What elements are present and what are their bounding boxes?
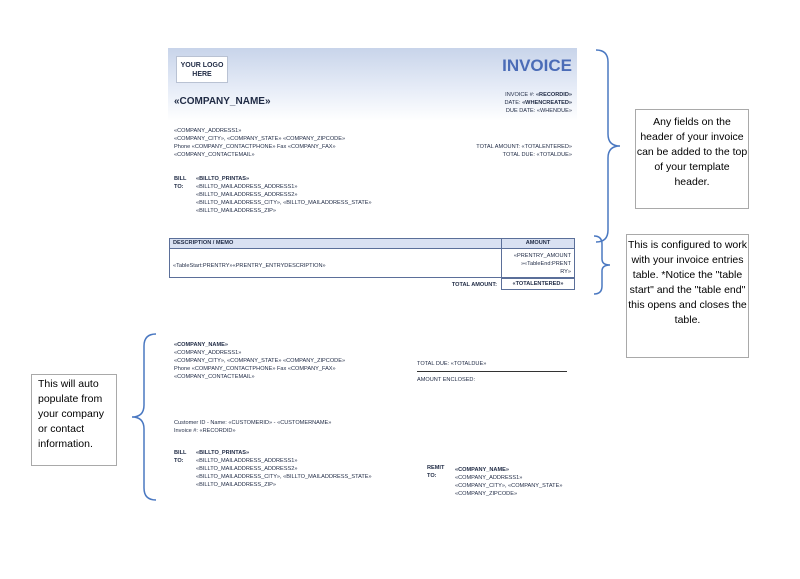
entry-description-cell <box>169 248 502 278</box>
bill-to-line: «BILLTO_MAILADDRESS_ZIP» <box>196 208 277 214</box>
address-line: «COMPANY_CITY», «COMPANY_STATE» «COMPANY_ZIPCODE» <box>174 358 346 364</box>
bill-to-line: «BILLTO_MAILADDRESS_ADDRESS2» <box>196 192 298 198</box>
remit-to-label: REMIT TO: <box>427 465 445 479</box>
address-line: «COMPANY_CITY», «COMPANY_STATE» «COMPANY_ZIPCODE» <box>174 136 346 142</box>
remit-company-name: «COMPANY_NAME» <box>174 342 228 348</box>
header-callout: Any fields on the header of your invoice can be added to the top of your template header. <box>635 109 749 209</box>
remit-company-block <box>174 341 345 381</box>
total-due-row: TOTAL DUE: «TOTALDUE» <box>502 152 572 158</box>
invoice-due-row: DUE DATE: «WHENDUE» <box>505 108 572 114</box>
invoice-number-line: Invoice #: «RECORDID» <box>174 428 236 434</box>
bill-to-line: «BILLTO_MAILADDRESS_CITY», «BILLTO_MAILADDRESS_STATE» <box>196 200 372 206</box>
company-address-block <box>174 127 345 159</box>
entry-amount-text: «PRENTRY_AMOUNT »«TableEnd:PRENT RY» <box>513 253 571 275</box>
invoice-entries-table <box>169 238 575 290</box>
remit-brace <box>118 332 160 502</box>
bill-to-line: «BILLTO_MAILADDRESS_CITY», «BILLTO_MAILADDRESS_STATE» <box>196 474 372 480</box>
company-name: «COMPANY_NAME» <box>174 96 271 107</box>
address-line: Phone «COMPANY_CONTACTPHONE» Fax «COMPANY_FAX» <box>174 366 336 372</box>
entry-description-text: «TableStart:PRENTRY»«PRENTRY_ENTRYDESCRIPTION» <box>173 263 326 269</box>
remit-total-due: TOTAL DUE: «TOTALDUE» <box>417 361 487 367</box>
remit-amount-enclosed: AMOUNT ENCLOSED: <box>417 377 476 383</box>
address-line: Phone «COMPANY_CONTACTPHONE» Fax «COMPANY_FAX» <box>174 144 336 150</box>
table-callout: This is configured to work with your invoice entries table. *Notice the "table start" and the "table end" this opens and closes the table. <box>626 234 749 358</box>
table-total-label: TOTAL AMOUNT: <box>451 282 497 288</box>
remit-bill-to-block <box>196 449 372 489</box>
bill-to-line: «BILLTO_MAILADDRESS_ADDRESS1» <box>196 184 298 190</box>
remit-to-name: «COMPANY_NAME» <box>455 467 509 473</box>
invoice-date-row: DATE: «WHENCREATED» <box>504 100 572 106</box>
address-line: «COMPANY_ADDRESS1» <box>174 128 242 134</box>
bill-to-line: «BILLTO_MAILADDRESS_ZIP» <box>196 482 277 488</box>
remit-to-block <box>455 466 562 498</box>
remit-bill-to-label: BILL TO: <box>174 450 187 464</box>
bill-to-name: «BILLTO_PRINTAS» <box>196 450 250 456</box>
bill-to-block <box>196 175 372 215</box>
entry-amount-cell <box>501 248 575 278</box>
auto-populate-callout: This will auto populate from your company or contact information. <box>31 374 117 466</box>
header-brace <box>594 48 634 244</box>
address-line: «COMPANY_CONTACTEMAIL» <box>174 374 255 380</box>
address-line: «COMPANY_ADDRESS1» <box>174 350 242 356</box>
remit-to-line: «COMPANY_ADDRESS1» <box>455 475 523 481</box>
address-line: «COMPANY_CONTACTEMAIL» <box>174 152 255 158</box>
bill-to-line: «BILLTO_MAILADDRESS_ADDRESS2» <box>196 466 298 472</box>
column-header-description: DESCRIPTION / MEMO <box>169 238 502 249</box>
bill-to-line: «BILLTO_MAILADDRESS_ADDRESS1» <box>196 458 298 464</box>
bill-to-name: «BILLTO_PRINTAS» <box>196 176 250 182</box>
bill-to-label: BILL TO: <box>174 176 187 190</box>
column-header-amount: AMOUNT <box>501 238 575 249</box>
invoice-number-row: INVOICE #: «RECORDID» <box>505 92 572 98</box>
remit-to-line: «COMPANY_ZIPCODE» <box>455 491 518 497</box>
total-amount-row: TOTAL AMOUNT: «TOTALENTERED» <box>476 144 572 150</box>
remit-divider <box>417 371 567 372</box>
logo-placeholder: YOUR LOGO HERE <box>176 56 228 83</box>
remit-to-line: «COMPANY_CITY», «COMPANY_STATE» <box>455 483 563 489</box>
table-brace <box>592 234 622 296</box>
customer-line: Customer ID - Name: «CUSTOMERID» - «CUSTOMERNAME» <box>174 420 332 426</box>
invoice-title: INVOICE <box>502 56 572 75</box>
table-total-value: «TOTALENTERED» <box>501 278 575 290</box>
